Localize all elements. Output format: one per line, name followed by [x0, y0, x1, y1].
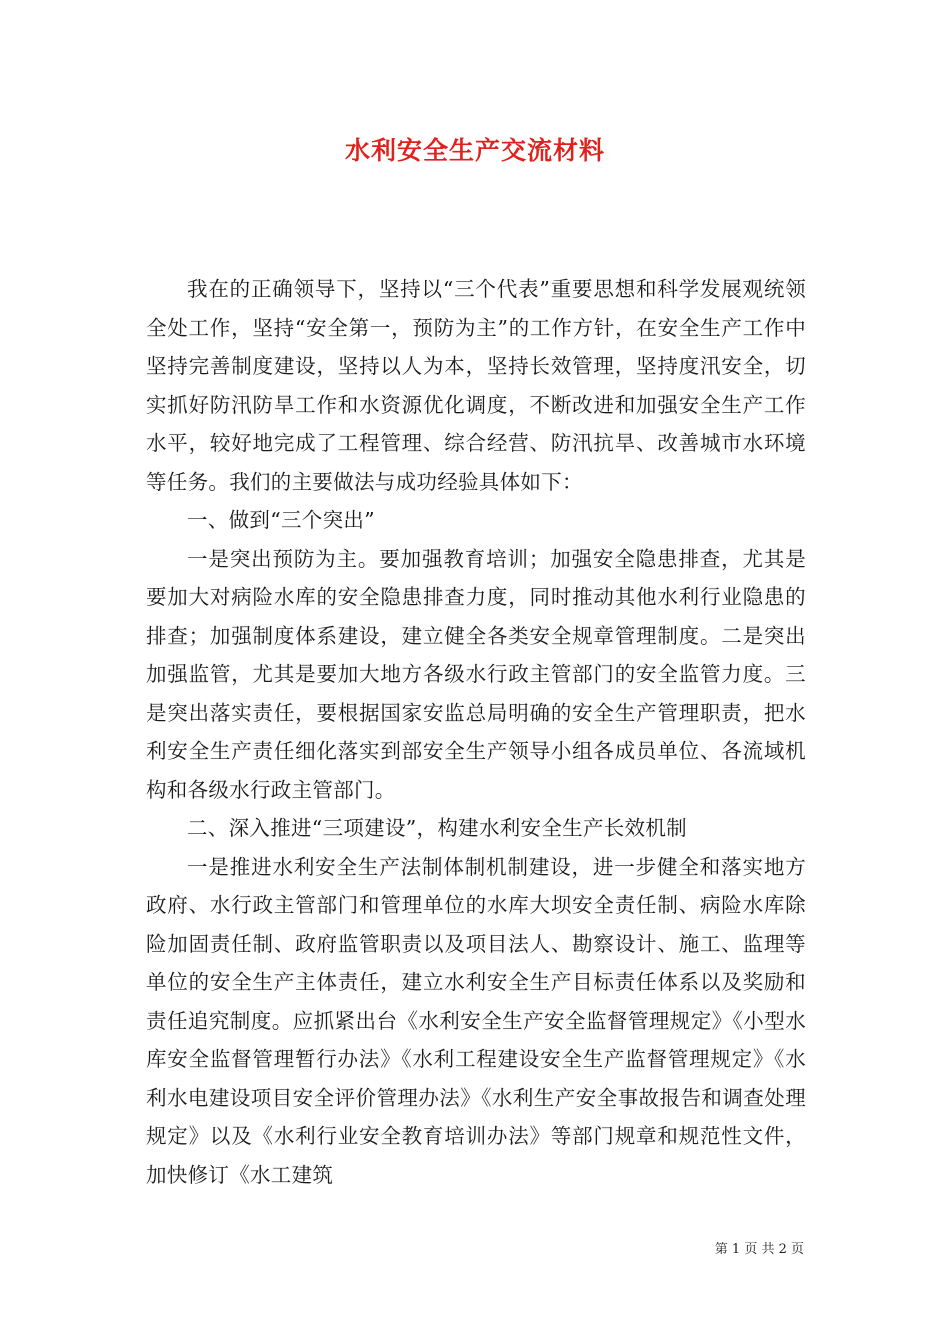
section-heading-1: 一、做到“三个突出” — [187, 508, 375, 532]
paragraph-section-1: 一是突出预防为主。要加强教育培训；加强安全隐患排查，尤其是要加大对病险水库的安全隐患排查力度，同时推动其他水利行业隐患的排查；加强制度体系建设，建立健全各类安全规章管理制度。二是突出加强监管，尤其是要加大地方各级水行政主管部门的安全监管力度。三是突出落实责任，要根据国家安监总局明确的安全生产管理职责，把水利安全生产责任细化落实到部安全生产领导小组各成员单位、各流域机构和各级水行政主管部门。 — [146, 546, 806, 802]
paragraph-section-2: 一是推进水利安全生产法制体制机制建设，进一步健全和落实地方政府、水行政主管部门和管理单位的水库大坝安全责任制、病险水库除险加固责任制、政府监管职责以及项目法人、勘察设计、施工、监理等单位的安全生产主体责任，建立水利安全生产目标责任体系以及奖励和责任追究制度。应抓紧出台《水利安全生产安全监督管理规定》《小型水库安全监督管理暂行办法》《水利工程建设安全生产监督管理规定》《水利水电建设项目安全评价管理办法》《水利生产安全事故报告和调查处理规定》以及《水利行业安全教育培训办法》等部门规章和规范性文件，加快修订《水工建筑 — [146, 854, 806, 1187]
page-footer: 第 1 页 共 2 页 — [714, 1242, 804, 1257]
document-title: 水利安全生产交流材料 — [344, 136, 605, 165]
section-heading-2: 二、深入推进“三项建设”，构建水利安全生产长效机制 — [187, 816, 687, 840]
document-body — [146, 270, 806, 1194]
paragraph-intro: 我在的正确领导下，坚持以“三个代表”重要思想和科学发展观统领全处工作，坚持“安全第一，预防为主”的工作方针，在安全生产工作中坚持完善制度建设，坚持以人为本，坚持长效管理，坚持度汛安全，切实抓好防汛防旱工作和水资源优化调度，不断改进和加强安全生产工作水平，较好地完成了工程管理、综合经营、防汛抗旱、改善城市水环境等任务。我们的主要做法与成功经验具体如下： — [146, 277, 806, 494]
